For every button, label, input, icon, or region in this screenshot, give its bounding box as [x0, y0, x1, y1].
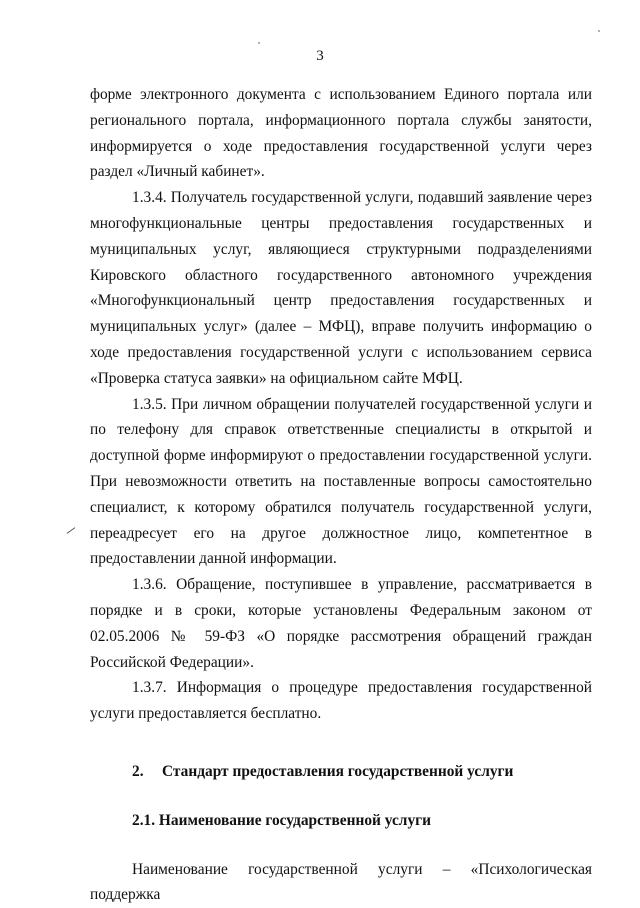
- paragraph-1-3-5: 1.3.5. При личном обращении получателей государственной услуги и по телефону для справок ответственные специалисты в открытой и доступной форме информируют о предоставлении государственной услуги. При невозможности ответить на поставленные вопросы самостоятельно специалист, к которому обратился получатель государственной услуги, переадресует его на другое должностное лицо, компетентное в предоставлении данной информации.: [90, 395, 592, 568]
- scan-speck: [598, 30, 600, 32]
- paragraph-continuation: форме электронного документа с использованием Единого портала или регионального портала, информационного портала службы занятости, информируется о ходе предоставления государственной услуги через раздел «Личный кабинет».: [90, 86, 592, 181]
- paragraph-1-3-4: 1.3.4. Получатель государственной услуги, подавший заявление через многофункциональные центры предоставления государственных и муниципальных услуг, являющиеся структурными подразделениями Кировского областного государственного автономного учреждения «Многофункциональный центр предоставления государственных и муниципальных услуг» (далее – МФЦ), вправе получить информацию о ходе предоставления государственной услуги с использованием сервиса «Проверка статуса заявки» на официальном сайте МФЦ.: [90, 189, 592, 387]
- paragraph-service-name: Наименование государственной услуги – «Психологическая поддержка: [90, 860, 592, 904]
- section-number: 2.: [132, 762, 144, 780]
- scan-speck: [258, 42, 260, 44]
- section-heading: [90, 759, 592, 785]
- section-title: Стандарт предоставления государственной услуги: [162, 762, 514, 780]
- document-body: [90, 82, 592, 908]
- paragraph-1-3-7: 1.3.7. Информация о процедуре предоставления государственной услуги предоставляется бесплатно.: [90, 679, 592, 723]
- subsection-heading: 2.1. Наименование государственной услуги: [132, 811, 431, 829]
- paragraph-1-3-6: 1.3.6. Обращение, поступившее в управление, рассматривается в порядке и в сроки, которые установлены Федеральным законом от 02.05.2006 № 59-ФЗ «О порядке рассмотрения обращений граждан Российской Федерации».: [90, 576, 592, 671]
- margin-pencil-mark: [67, 527, 76, 534]
- page-number: 3: [316, 48, 324, 64]
